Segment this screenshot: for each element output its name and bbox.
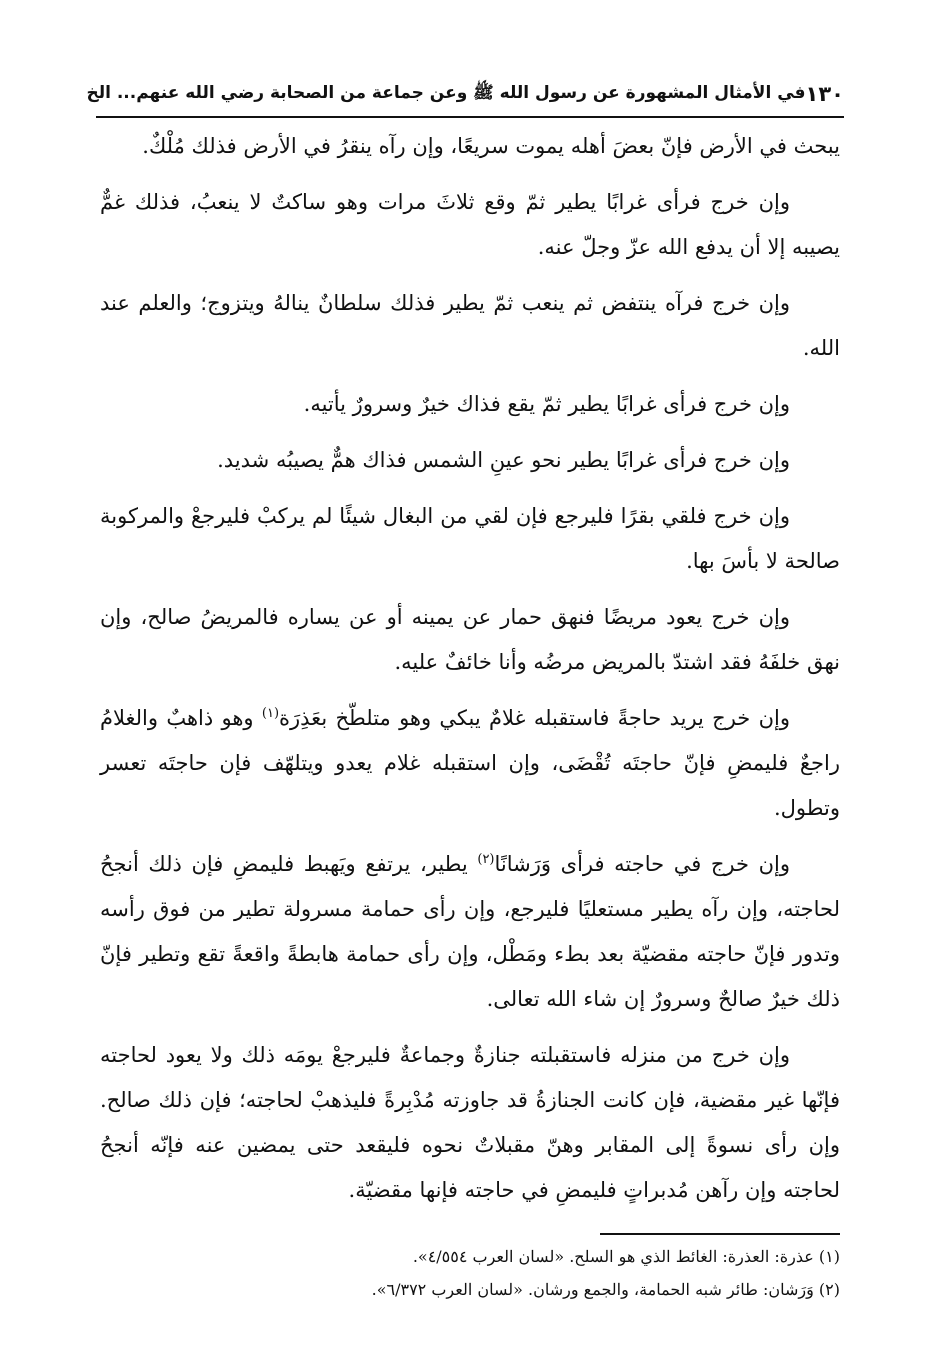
- paragraph: وإن خرج يعود مريضًا فنهق حمار عن يمينه أو عن يساره فالمريضُ صالح، وإن نهق خلفَهُ فقد اشتدّ بالمريض مرضُه وأنا خائفٌ عليه.: [100, 605, 840, 674]
- running-title: في الأمثال المشهورة عن رسول الله ﷺ وعن جماعة من الصحابة رضي الله عنهم... الخ: [86, 82, 806, 103]
- paragraph: [100, 696, 840, 831]
- paragraph-text: وإن خرج يريد حاجةً فاستقبله غلامٌ يبكي وهو متلطّخ بعَذِرَة: [279, 706, 790, 730]
- paragraph: وإن خرج فرأى غرابًا يطير نحو عينِ الشمس فذاك همٌّ يصيبُه شديد.: [217, 448, 790, 472]
- page-header: [86, 72, 844, 118]
- footnote-ref: (١): [261, 706, 280, 721]
- footnote-separator: [600, 1233, 840, 1235]
- main-text: [100, 124, 840, 1224]
- paragraph-text: يطير، يرتفع ويَهبط فليمضِ فإن ذلك أنجحُ لحاجته، وإن رآه يطير مستعليًا فليرجع، وإن رأى حمامة مسرولة تطير من فوق رأسه وتدور فإنّ حاجته مقضيّة بعد بطء ومَطْل، وإن رأى حمامة هابطةً واقعةً تقع وتطير فإنّ ذلك خيرٌ صالحٌ وسرورٌ إن شاء الله تعالى.: [100, 852, 840, 1011]
- paragraph: وإن خرج فلقي بقرًا فليرجع فإن لقي من البغال شيئًا لم يركبْ فليرجعْ والمركوبة صالحة لا بأسَ بها.: [100, 504, 840, 573]
- paragraph: وإن خرج فرأى غرابًا يطير ثمّ وقع ثلاثَ مرات وهو ساكتٌ لا ينعبُ، فذلك غمٌّ يصيبه إلا أن يدفع الله عزّ وجلّ عنه.: [100, 190, 840, 259]
- paragraph: وإن خرج فرآه ينتفض ثم ينعب ثمّ يطير فذلك سلطانٌ ينالهُ ويتزوج؛ والعلم عند الله.: [100, 291, 840, 360]
- paragraph: يبحث في الأرض فإنّ بعضَ أهله يموت سريعًا، وإن رآه ينقرُ في الأرض فذلك مُلْكٌ.: [142, 134, 840, 158]
- footnote: (١) عذرة: العذرة: الغائط الذي هو السلح. «لسان العرب ٤/٥٥٤».: [412, 1247, 840, 1266]
- paragraph: وإن خرج من منزله فاستقبلته جنازةٌ وجماعةٌ فليرجعْ يومَه ذلك ولا يعود لحاجته فإنّها غير مقضية، فإن كانت الجنازةُ قد جاوزته مُدْبِرةً فليذهبْ لحاجته؛ فإن ذلك صالح. وإن رأى نسوةً إلى المقابر وهنّ مقبلاتٌ نحوه فليقعد حتى يمضين عنه فإنّه أنجحُ لحاجته وإن رآهن مُدبراتٍ فليمضِ في حاجته فإنها مقضيّة.: [100, 1043, 840, 1202]
- paragraph-text: وهو ذاهبٌ والغلامُ راجعٌ فليمضِ فإنّ حاجتَه تُقْضَى، وإن استقبله غلام يعدو ويتلهّف فإن حاجتَه تعسر وتطول.: [100, 706, 840, 820]
- paragraph: وإن خرج فرأى غرابًا يطير ثمّ يقع فذاك خيرٌ وسرورٌ يأتيه.: [303, 392, 790, 416]
- paragraph-text: وإن خرج في حاجته فرأى وَرَشانًا: [494, 852, 790, 876]
- footnote-ref: (٢): [477, 852, 495, 867]
- paragraph: [100, 842, 840, 1022]
- page-number: ١٣٠: [805, 82, 844, 106]
- footnote: (٢) وَرَشان: طائر شبه الحمامة، والجمع ورشان. «لسان العرب ٦/٣٧٢».: [371, 1280, 840, 1299]
- footnotes: [100, 1240, 840, 1306]
